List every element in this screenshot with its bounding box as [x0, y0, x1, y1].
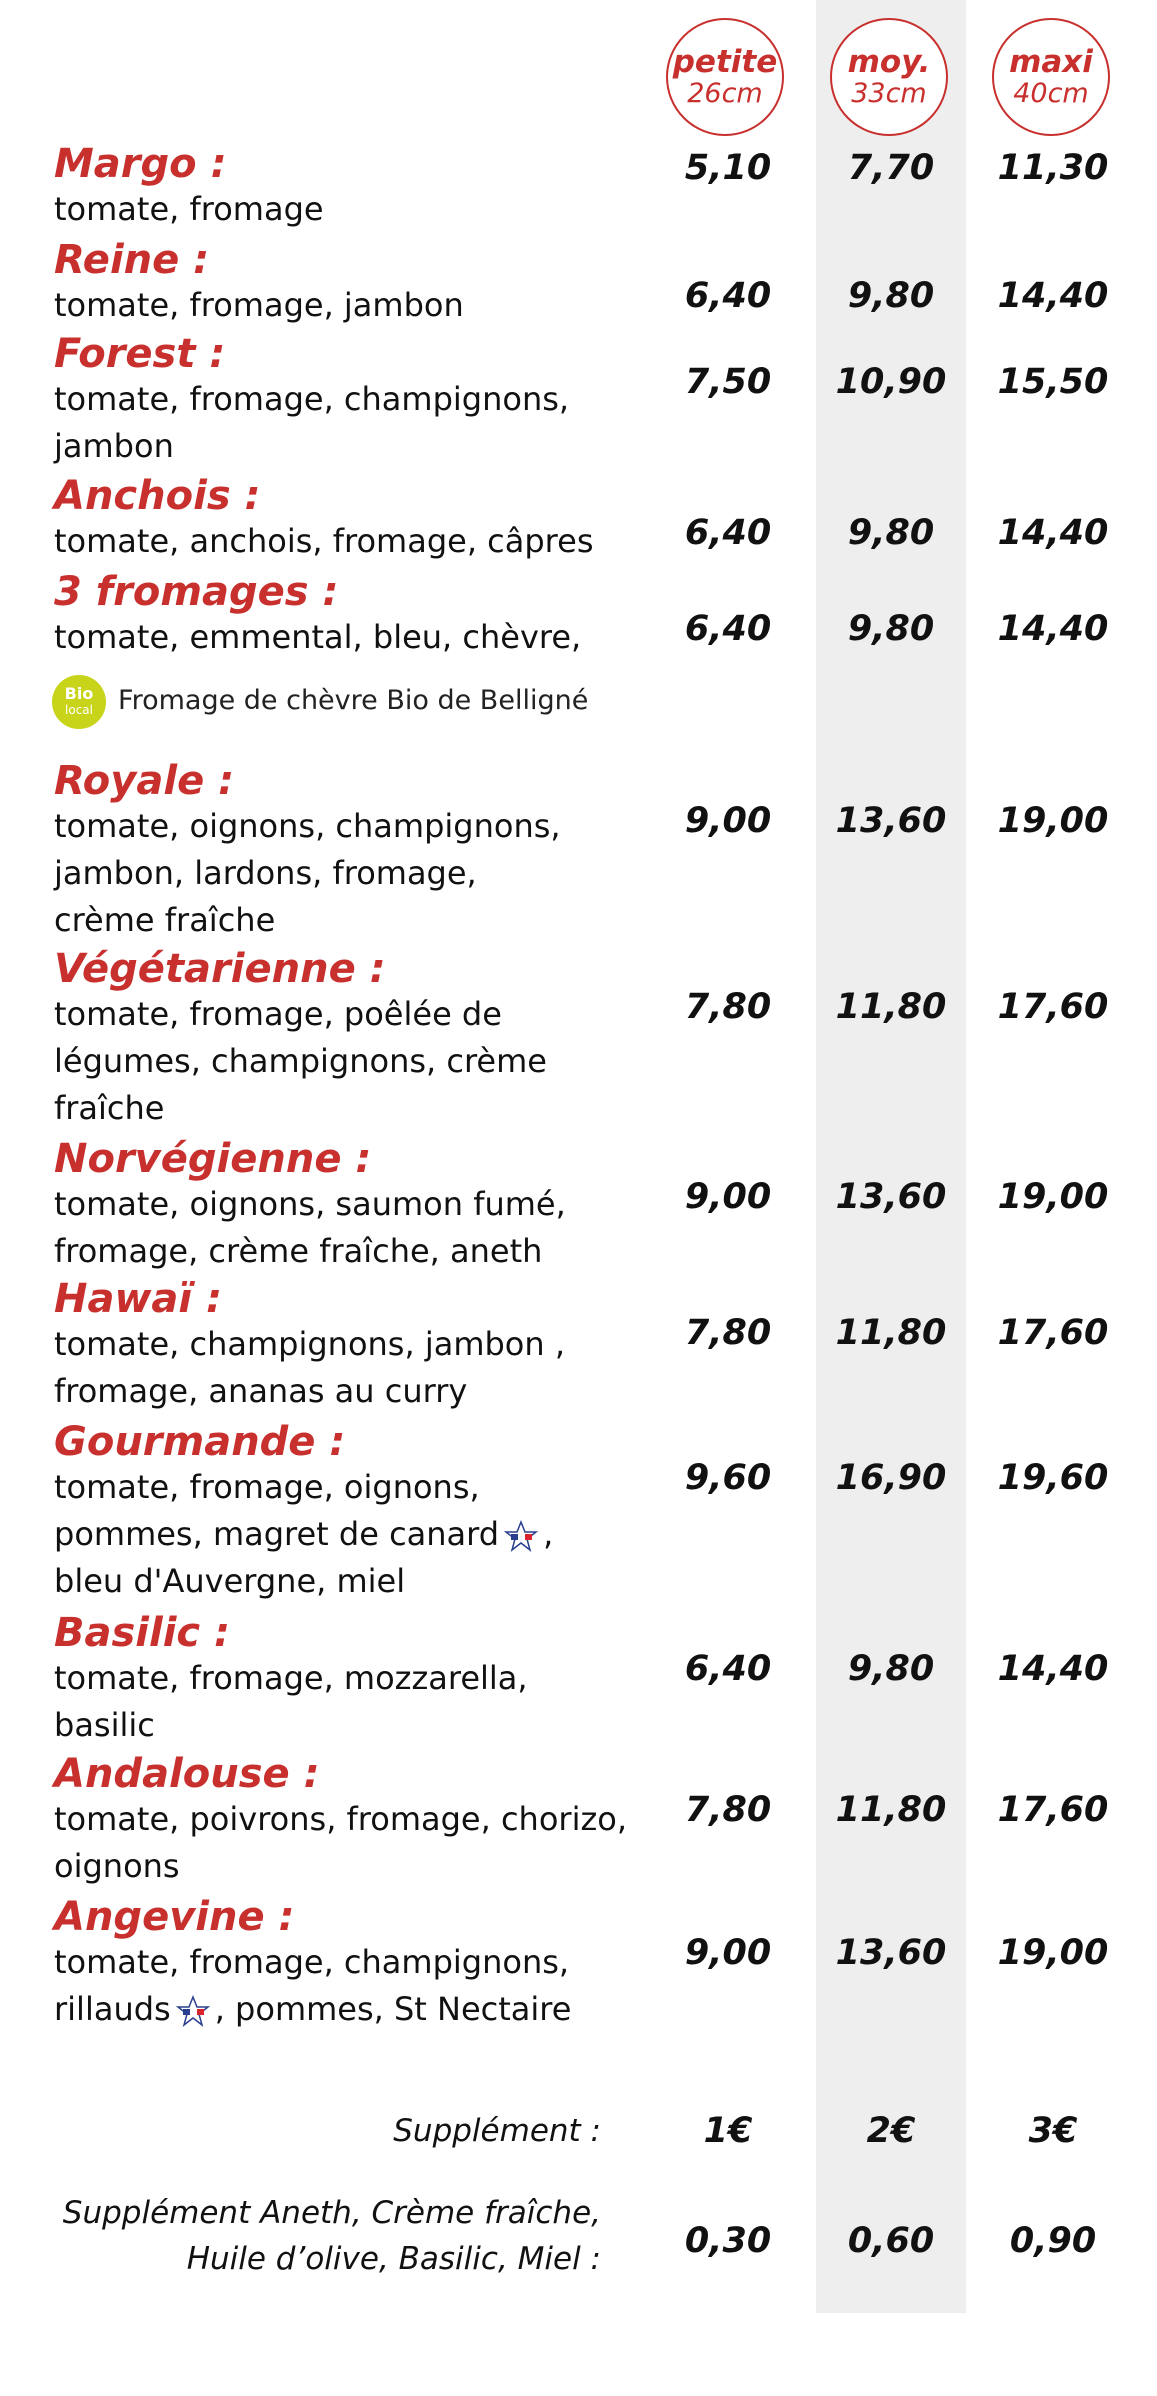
- ingredient-line: [54, 186, 654, 233]
- pizza-price-maxi: 17,60: [997, 1313, 1109, 1353]
- pizza-name: Andalouse :: [54, 1751, 320, 1797]
- pizza-ingredients: [54, 282, 654, 329]
- size-header-moy: [830, 18, 948, 136]
- pizza-name: Gourmande :: [54, 1419, 346, 1465]
- pizza-price-moy: 9,80: [847, 276, 935, 316]
- pizza-ingredients: [54, 991, 654, 1132]
- supplement-extra-price-moy: 0,60: [847, 2221, 935, 2261]
- pizza-price-maxi: 14,40: [997, 276, 1109, 316]
- pizza-price-moy: 11,80: [835, 1790, 947, 1830]
- pizza-price-moy: 16,90: [835, 1458, 947, 1498]
- ingredient-line: [54, 1181, 654, 1228]
- pizza-name: 3 fromages :: [54, 569, 339, 615]
- ingredient-line: [54, 803, 654, 850]
- pizza-ingredients: [54, 803, 654, 944]
- pizza-ingredients: [54, 1464, 654, 1605]
- viandes-de-france-icon: [175, 1995, 211, 2027]
- ingredient-line: [54, 423, 654, 470]
- pizza-price-maxi: 11,30: [997, 148, 1109, 188]
- size-diameter: 33cm: [851, 78, 927, 109]
- pizza-ingredients: [54, 1939, 654, 2033]
- ingredient-line: [54, 1702, 654, 1749]
- pizza-price-moy: 9,80: [847, 1649, 935, 1689]
- ingredient-text: tomate, emmental, bleu, chèvre,: [54, 618, 582, 656]
- pizza-name: Hawaï :: [54, 1276, 223, 1322]
- ingredient-text: fromage, ananas au curry: [54, 1372, 468, 1410]
- ingredient-line: [54, 850, 654, 897]
- pizza-price-maxi: 14,40: [997, 609, 1109, 649]
- pizza-price-petite: 6,40: [684, 1649, 772, 1689]
- ingredient-text: tomate, fromage, mozzarella,: [54, 1659, 528, 1697]
- pizza-name: Norvégienne :: [54, 1136, 372, 1182]
- pizza-price-maxi: 14,40: [997, 513, 1109, 553]
- pizza-price-moy: 11,80: [835, 1313, 947, 1353]
- ingredient-line: [54, 1939, 654, 1986]
- ingredient-line: [54, 1038, 654, 1085]
- ingredient-text: fromage, crème fraîche, aneth: [54, 1232, 543, 1270]
- pizza-ingredients: [54, 1796, 654, 1890]
- pizza-ingredients: [54, 518, 654, 565]
- pizza-price-moy: 7,70: [847, 148, 935, 188]
- supplement-label: Supplément :: [393, 2113, 601, 2149]
- pizza-name: Royale :: [54, 758, 235, 804]
- pizza-price-maxi: 19,60: [997, 1458, 1109, 1498]
- supplement-price-petite: 1€: [703, 2111, 753, 2151]
- ingredient-line: [54, 897, 654, 944]
- pizza-price-maxi: 19,00: [997, 1177, 1109, 1217]
- bio-badge-top: Bio: [64, 684, 94, 703]
- ingredient-line: [54, 1796, 654, 1843]
- ingredient-suffix: , pommes, St Nectaire: [214, 1990, 572, 2028]
- ingredient-line: [54, 1321, 654, 1368]
- ingredient-text: tomate, fromage, jambon: [54, 286, 464, 324]
- ingredient-text: pommes, magret de canard: [54, 1515, 500, 1553]
- ingredient-text: rillauds: [54, 1990, 171, 2028]
- supplement-price-moy: 2€: [866, 2111, 916, 2151]
- pizza-name: Angevine :: [54, 1894, 295, 1940]
- pizza-ingredients: [54, 186, 654, 233]
- pizza-ingredients: [54, 1321, 654, 1415]
- supplement-extra-price-maxi: 0,90: [1009, 2221, 1097, 2261]
- pizza-name: Reine :: [54, 237, 210, 283]
- ingredient-line: [54, 1511, 654, 1558]
- size-name: moy.: [847, 44, 931, 80]
- ingredient-text: basilic: [54, 1706, 155, 1744]
- pizza-price-moy: 13,60: [835, 1933, 947, 1973]
- pizza-price-petite: 6,40: [684, 609, 772, 649]
- pizza-name: Forest :: [54, 331, 226, 377]
- pizza-price-petite: 9,00: [684, 1933, 772, 1973]
- ingredient-text: tomate, poivrons, fromage, chorizo,: [54, 1800, 627, 1838]
- pizza-price-moy: 9,80: [847, 609, 935, 649]
- ingredient-line: [54, 376, 654, 423]
- size-diameter: 40cm: [1013, 78, 1089, 109]
- ingredient-text: tomate, champignons, jambon ,: [54, 1325, 565, 1363]
- bio-note: Fromage de chèvre Bio de Belligné: [118, 685, 589, 716]
- ingredient-line: [54, 282, 654, 329]
- ingredient-line: [54, 518, 654, 565]
- ingredient-text: tomate, fromage, champignons,: [54, 380, 570, 418]
- ingredient-line: [54, 1558, 654, 1605]
- pizza-price-petite: 7,50: [684, 362, 772, 402]
- pizza-ingredients: [54, 614, 654, 661]
- pizza-ingredients: [54, 376, 654, 470]
- supplement-price-maxi: 3€: [1028, 2111, 1078, 2151]
- supplement-extra-label-line1: Supplément Aneth, Crème fraîche,: [62, 2195, 601, 2231]
- pizza-ingredients: [54, 1181, 654, 1275]
- ingredient-line: [54, 1464, 654, 1511]
- ingredient-line: [54, 1655, 654, 1702]
- ingredient-line: [54, 1085, 654, 1132]
- pizza-price-petite: 6,40: [684, 513, 772, 553]
- pizza-price-moy: 11,80: [835, 987, 947, 1027]
- pizza-price-petite: 9,00: [684, 1177, 772, 1217]
- ingredient-line: [54, 1368, 654, 1415]
- pizza-price-petite: 9,00: [684, 801, 772, 841]
- pizza-price-petite: 7,80: [684, 1313, 772, 1353]
- pizza-price-moy: 10,90: [835, 362, 947, 402]
- supplement-extra-label-line2: Huile d’olive, Basilic, Miel :: [186, 2241, 601, 2277]
- ingredient-line: [54, 1843, 654, 1890]
- viandes-de-france-icon: [503, 1520, 539, 1552]
- size-diameter: 26cm: [687, 78, 763, 109]
- pizza-price-maxi: 17,60: [997, 1790, 1109, 1830]
- ingredient-line: [54, 1986, 654, 2033]
- bio-badge-bottom: local: [65, 703, 93, 717]
- pizza-price-petite: 7,80: [684, 987, 772, 1027]
- ingredient-suffix: ,: [543, 1515, 554, 1553]
- ingredient-line: [54, 991, 654, 1038]
- ingredient-text: jambon, lardons, fromage,: [54, 854, 477, 892]
- ingredient-text: tomate, oignons, saumon fumé,: [54, 1185, 566, 1223]
- ingredient-text: bleu d'Auvergne, miel: [54, 1562, 406, 1600]
- ingredient-text: fraîche: [54, 1089, 165, 1127]
- ingredient-text: tomate, fromage, poêlée de: [54, 995, 502, 1033]
- size-name: petite: [672, 44, 778, 80]
- pizza-price-maxi: 19,00: [997, 1933, 1109, 1973]
- pizza-name: Margo :: [54, 141, 227, 187]
- size-header-petite: [666, 18, 784, 136]
- pizza-price-petite: 6,40: [684, 276, 772, 316]
- pizza-price-moy: 13,60: [835, 1177, 947, 1217]
- size-name: maxi: [1009, 44, 1093, 80]
- pizza-name: Végétarienne :: [54, 946, 386, 992]
- pizza-price-maxi: 14,40: [997, 1649, 1109, 1689]
- ingredient-line: [54, 1228, 654, 1275]
- ingredient-text: tomate, fromage, oignons,: [54, 1468, 480, 1506]
- ingredient-line: [54, 614, 654, 661]
- pizza-price-maxi: 17,60: [997, 987, 1109, 1027]
- pizza-price-petite: 9,60: [684, 1458, 772, 1498]
- bio-local-badge-icon: [52, 675, 106, 729]
- pizza-price-maxi: 19,00: [997, 801, 1109, 841]
- ingredient-text: tomate, anchois, fromage, câpres: [54, 522, 594, 560]
- ingredient-text: tomate, oignons, champignons,: [54, 807, 561, 845]
- size-header-maxi: [992, 18, 1110, 136]
- pizza-price-moy: 9,80: [847, 513, 935, 553]
- ingredient-text: crème fraîche: [54, 901, 276, 939]
- ingredient-text: oignons: [54, 1847, 180, 1885]
- pizza-ingredients: [54, 1655, 654, 1749]
- pizza-price-moy: 13,60: [835, 801, 947, 841]
- pizza-price-petite: 5,10: [684, 148, 772, 188]
- ingredient-text: tomate, fromage: [54, 190, 324, 228]
- pizza-name: Basilic :: [54, 1610, 231, 1656]
- ingredient-text: tomate, fromage, champignons,: [54, 1943, 570, 1981]
- pizza-name: Anchois :: [54, 473, 261, 519]
- supplement-extra-price-petite: 0,30: [684, 2221, 772, 2261]
- ingredient-text: jambon: [54, 427, 174, 465]
- pizza-price-petite: 7,80: [684, 1790, 772, 1830]
- pizza-price-maxi: 15,50: [997, 362, 1109, 402]
- ingredient-text: légumes, champignons, crème: [54, 1042, 547, 1080]
